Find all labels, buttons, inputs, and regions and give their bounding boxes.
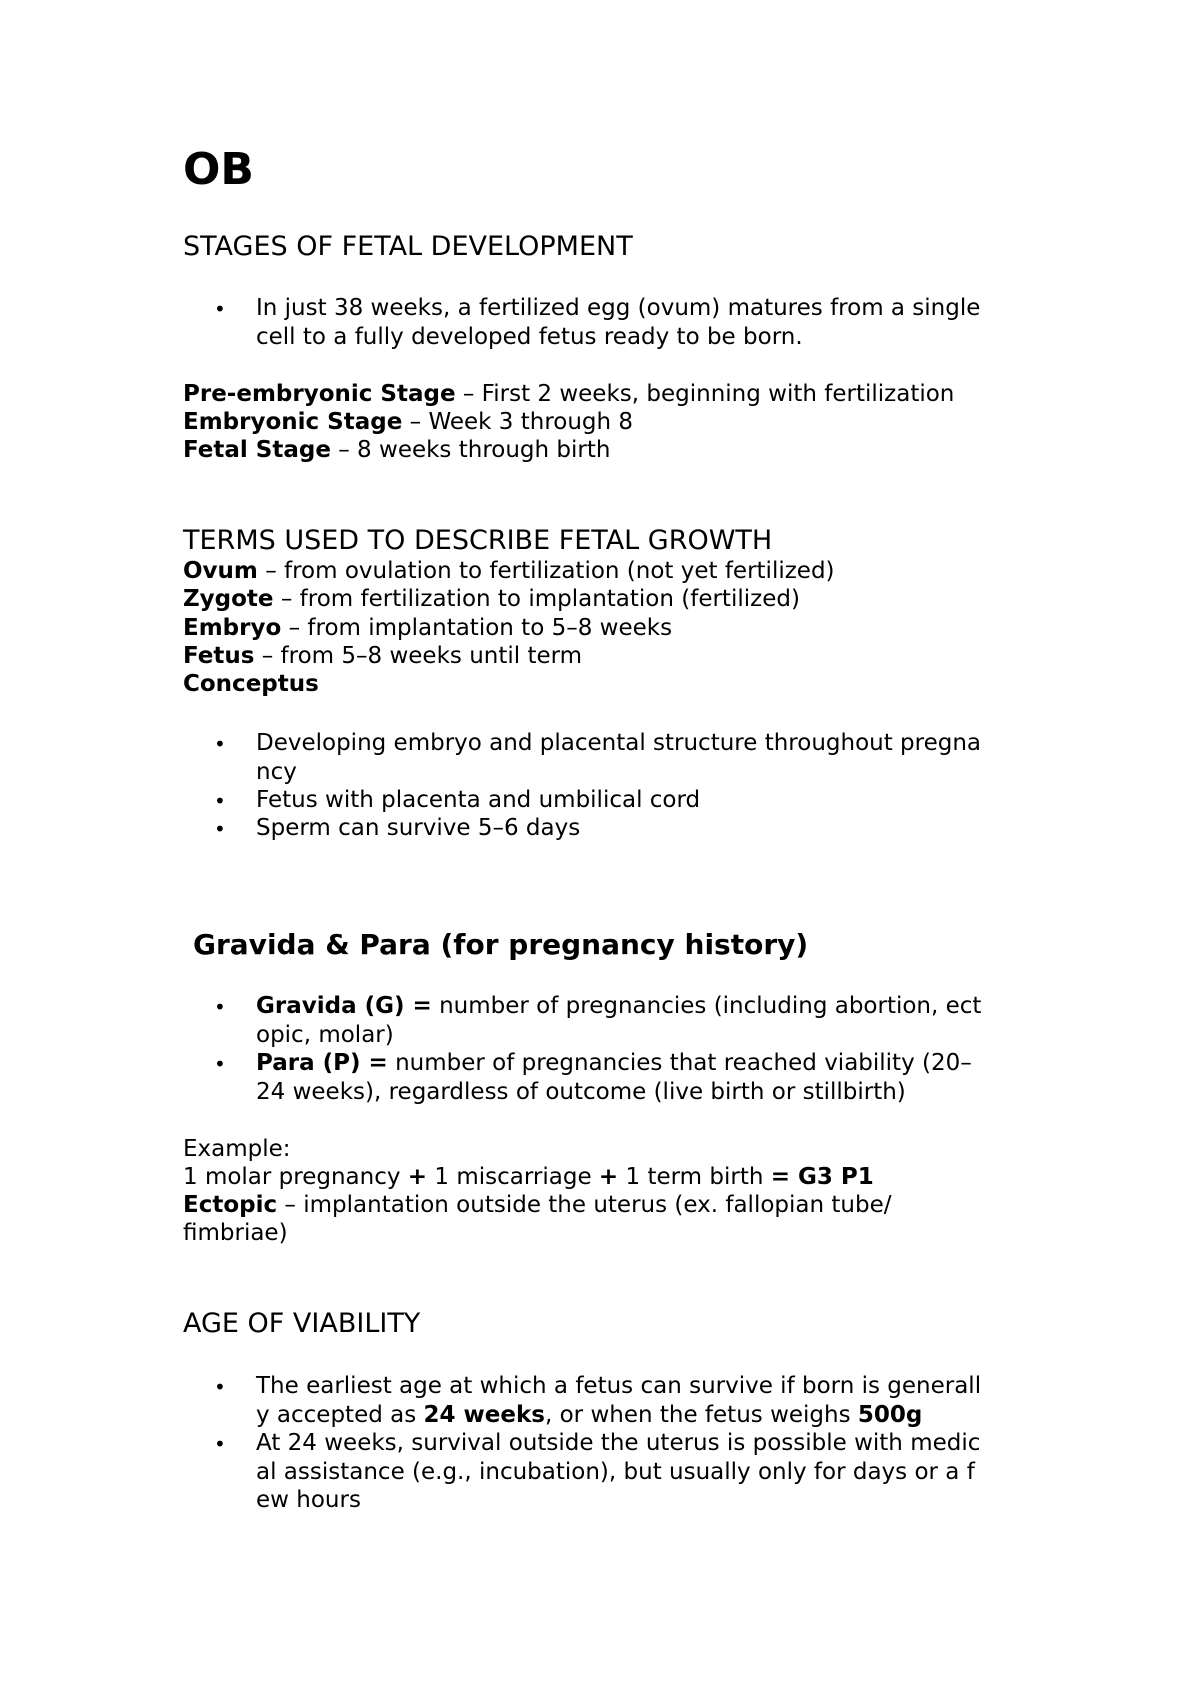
bullet-icon: • [214,297,226,321]
viability-bullet: The earliest age at which a fetus can survive if born is generall y accepted as 24 weeks, or when the fetus weighs 500g [256,1373,982,1428]
bullet-icon: • [214,995,226,1019]
viability-bullet: At 24 weeks, survival outside the uterus is possible with medic al assistance (e.g., incubation), but usually only for days or a f ew hours [256,1430,981,1513]
conceptus-bullet: Developing embryo and placental structure throughout pregna ncy [256,730,982,785]
stage-line: Pre-embryonic Stage – First 2 weeks, beginning with fertilization [183,381,955,407]
bullet-icon: • [214,789,226,813]
gravida-bullet: Gravida (G) = number of pregnancies (including abortion, ect opic, molar) [256,993,982,1048]
term-line: Zygote – from fertilization to implantation (fertilized) [183,586,800,612]
stage-line: Fetal Stage – 8 weeks through birth [183,437,611,463]
bullet-icon: • [214,1432,226,1456]
term-line: Fetus – from 5–8 weeks until term [183,643,583,669]
bullet-icon: • [214,1375,226,1399]
ectopic-line-cont: fimbriae) [183,1220,288,1246]
term-line: Embryo – from implantation to 5–8 weeks [183,615,673,641]
term-line: Conceptus [183,671,319,697]
gravida-heading: Gravida & Para (for pregnancy history) [193,928,809,961]
stage-line: Embryonic Stage – Week 3 through 8 [183,409,634,435]
stages-intro-bullet: In just 38 weeks, a fertilized egg (ovum) matures from a single cell to a fully developed fetus ready to be born. [256,295,981,350]
conceptus-bullet: Fetus with placenta and umbilical cord [256,787,701,813]
term-line: Ovum – from ovulation to fertilization (not yet fertilized) [183,558,835,584]
example-line: 1 molar pregnancy + 1 miscarriage + 1 term birth = G3 P1 [183,1164,874,1190]
para-bullet: Para (P) = number of pregnancies that reached viability (20– 24 weeks), regardless of outcome (live birth or stillbirth) [256,1050,972,1105]
bullet-icon: • [214,817,226,841]
viability-heading: AGE OF VIABILITY [183,1308,421,1339]
bullet-icon: • [214,732,226,756]
page-title: OB [183,144,254,195]
ectopic-line: Ectopic – implantation outside the uterus (ex. fallopian tube/ [183,1192,892,1218]
bullet-icon: • [214,1052,226,1076]
stages-heading: STAGES OF FETAL DEVELOPMENT [183,231,633,262]
example-label: Example: [183,1136,291,1162]
conceptus-bullet: Sperm can survive 5–6 days [256,815,581,841]
terms-heading: TERMS USED TO DESCRIBE FETAL GROWTH [183,525,773,556]
